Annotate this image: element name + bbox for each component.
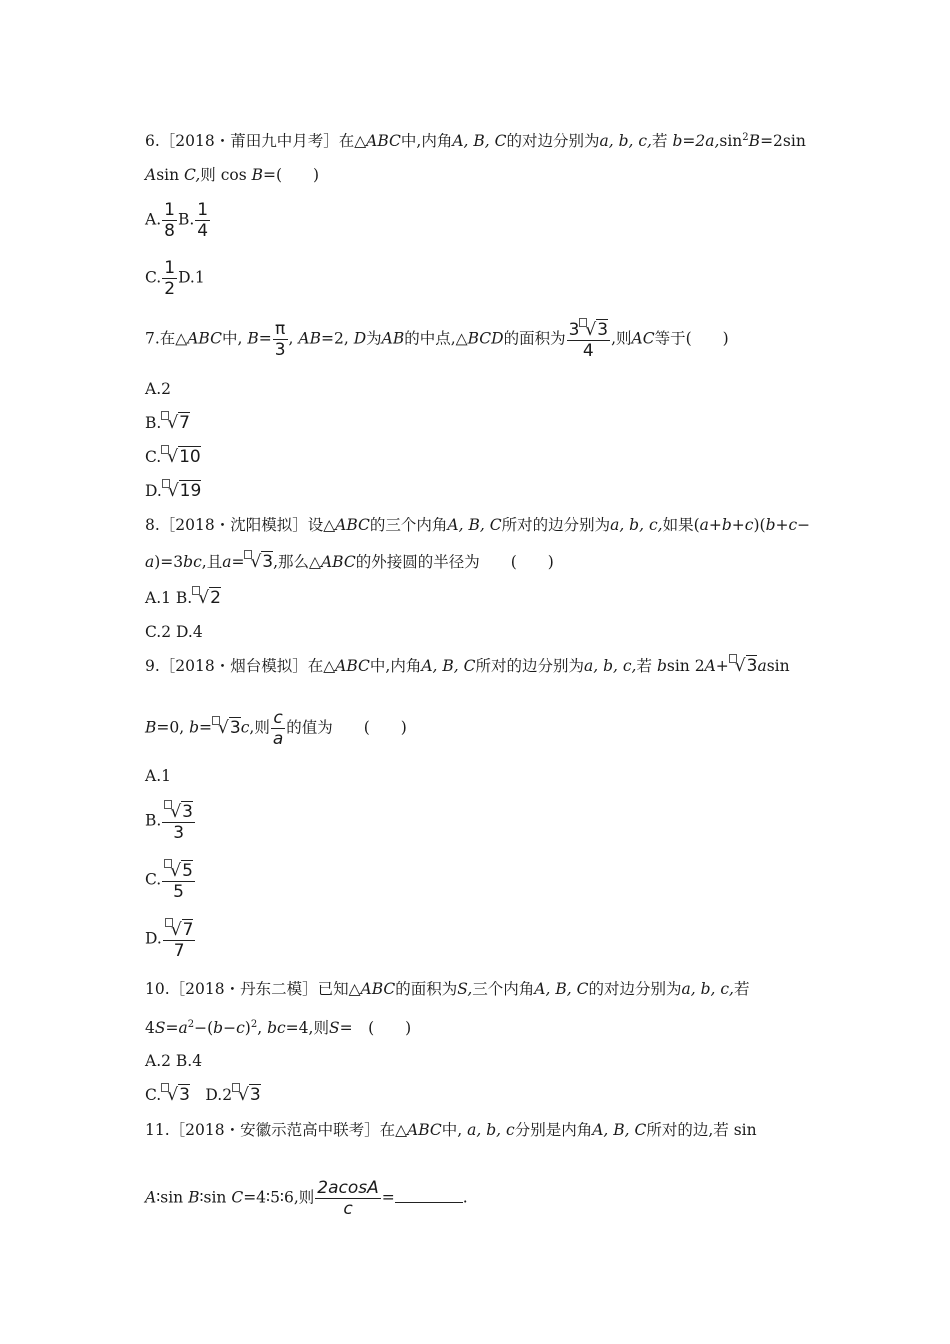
text: 4: [145, 1019, 155, 1038]
option-label: A.2 B.4: [145, 1052, 203, 1070]
placeholder-box-icon: [162, 479, 170, 488]
text: 的面积为: [395, 980, 458, 998]
placeholder-box-icon: [164, 859, 172, 868]
text: b: [656, 657, 667, 675]
text: ABC: [335, 516, 370, 534]
text: 所对的边,若 sin: [646, 1121, 757, 1139]
q11-stem-line1: [145, 1119, 757, 1141]
coefficient: 3: [568, 320, 580, 340]
q9-option-b: [145, 800, 196, 843]
q10-options-ab: [145, 1050, 202, 1072]
text: sin 2: [666, 657, 705, 675]
numerator: [163, 859, 194, 881]
text: =: [165, 1019, 179, 1038]
radical: √10: [161, 447, 200, 467]
text: bc: [183, 553, 202, 571]
text: ,: [288, 329, 299, 348]
q6-stem-line1: [145, 127, 806, 152]
superscript: 2: [742, 132, 749, 143]
text: BCD: [467, 329, 504, 348]
text: 如果(: [662, 516, 700, 534]
text: −(: [194, 1019, 214, 1038]
text: 10.［2018・丹东二模］已知△: [145, 980, 361, 998]
text: 三个内角: [472, 980, 535, 998]
denominator: 5: [162, 881, 195, 902]
text: 的三个内角: [369, 516, 448, 534]
numerator: 1: [164, 200, 175, 220]
radical: √7: [165, 920, 194, 940]
text: ABC: [187, 329, 222, 348]
fraction: [163, 800, 194, 843]
radical: √3: [729, 656, 758, 676]
text: ,则: [611, 329, 632, 348]
text: a: [145, 553, 155, 571]
radicand: 3: [229, 717, 241, 738]
denominator: 4: [567, 340, 611, 361]
text: 11.［2018・安徽示范高中联考］在△: [145, 1121, 408, 1139]
text: a, b, c,: [584, 657, 637, 675]
numerator: c: [273, 708, 283, 728]
text: 所对的边分别为: [501, 516, 611, 534]
option-label: C.: [145, 268, 162, 287]
text: 则 cos: [200, 166, 252, 184]
q10-stem-line1: [145, 978, 749, 1000]
numerator: π: [274, 319, 286, 339]
text: sin: [156, 166, 185, 184]
numerator: 2acosA: [317, 1178, 379, 1198]
placeholder-box-icon: [161, 411, 169, 420]
placeholder-box-icon: [165, 918, 173, 927]
text: c: [240, 718, 250, 737]
placeholder-box-icon: [192, 586, 200, 595]
text: )=3: [154, 553, 184, 571]
text: B: [247, 329, 259, 348]
q10-options-cd: [145, 1083, 261, 1106]
placeholder-box-icon: [212, 716, 220, 725]
text: 等于( ): [654, 329, 729, 348]
text: ABC: [335, 657, 370, 675]
option-label: D.2: [189, 1086, 233, 1104]
text: AC: [631, 329, 655, 348]
q7-option-d: [145, 479, 201, 502]
radicand: 3: [182, 802, 193, 822]
numerator: 1: [197, 200, 209, 220]
text: A: [145, 166, 157, 184]
radical: √2: [192, 588, 221, 608]
answer-blank[interactable]: [395, 1202, 463, 1203]
placeholder-box-icon: [729, 654, 737, 663]
text: A, B, C: [452, 132, 507, 151]
radical: √7: [161, 413, 190, 433]
option-label: A.1: [145, 767, 171, 785]
text: sin: [719, 132, 743, 151]
text: b−c: [213, 1019, 245, 1038]
fraction: [568, 318, 610, 361]
option-label: C.: [145, 1086, 162, 1104]
text: a: [222, 553, 232, 571]
radicand: 10: [179, 447, 201, 467]
radicand: 2: [210, 588, 221, 608]
q8-options-cd: [145, 621, 203, 643]
denominator: 8: [164, 221, 175, 241]
text: 中,: [441, 1121, 468, 1139]
text: S: [154, 1019, 166, 1038]
text: =4,则: [285, 1019, 329, 1038]
placeholder-box-icon: [244, 550, 252, 559]
option-label: C.: [145, 448, 162, 466]
text: ABC: [366, 132, 401, 151]
text: A, B, C: [421, 657, 476, 675]
option-label: C.2 D.4: [145, 623, 203, 641]
q9-option-a: [145, 765, 171, 787]
text: sin: [766, 657, 790, 675]
text: 为: [366, 329, 382, 348]
placeholder-box-icon: [232, 1083, 240, 1092]
text: b: [189, 718, 200, 737]
radical: √3: [164, 802, 193, 822]
text: a, b, c,: [599, 132, 652, 151]
radicand: 3: [262, 552, 274, 572]
q6-stem-line2: [145, 164, 319, 186]
text: AB: [381, 329, 405, 348]
q8-options-ab: [145, 586, 221, 609]
q7-option-b: [145, 411, 190, 434]
option-label: A.2: [145, 380, 171, 398]
denominator: c: [315, 1198, 380, 1219]
placeholder-box-icon: [164, 800, 172, 809]
fraction: [163, 258, 176, 299]
option-label: B.: [177, 210, 195, 229]
text: S: [328, 1019, 340, 1038]
text: D: [353, 329, 367, 348]
text: 7.在△: [145, 329, 188, 348]
radical: √3: [579, 320, 608, 340]
radicand: 3: [597, 320, 609, 340]
radicand: 7: [179, 413, 190, 433]
q9-stem-line1: [145, 654, 790, 677]
text: =: [231, 553, 245, 571]
text: ,则: [249, 718, 270, 737]
text: 8.［2018・沈阳模拟］设△: [145, 516, 336, 534]
superscript: 2: [187, 1019, 195, 1030]
text: a, b, c,: [681, 980, 734, 998]
placeholder-box-icon: [161, 1083, 169, 1092]
denominator: 3: [274, 340, 286, 360]
fraction: [163, 200, 176, 241]
q7-stem: [145, 318, 729, 361]
q7-option-a: [145, 378, 171, 400]
q9-stem-line2: [145, 708, 407, 749]
text: .: [462, 1188, 468, 1207]
text: b=2a,: [672, 132, 720, 151]
text: =4∶5∶6,则: [243, 1188, 315, 1207]
q10-stem-line2: [145, 1014, 411, 1039]
q9-option-c: [145, 859, 196, 902]
text: =: [199, 718, 213, 737]
option-label: D.: [145, 929, 162, 948]
fraction: [163, 859, 194, 902]
q11-stem-line2: [145, 1178, 468, 1219]
placeholder-box-icon: [579, 318, 587, 327]
text: A, B, C: [592, 1121, 647, 1139]
fraction: [272, 708, 284, 749]
text: 所对的边分别为: [475, 657, 584, 675]
denominator: 7: [163, 940, 196, 961]
text: a+b+c: [699, 516, 754, 534]
radical: √3: [244, 552, 273, 572]
numerator: 1: [164, 258, 176, 278]
radicand: 5: [182, 861, 193, 881]
numerator: [568, 318, 610, 340]
option-label: D.: [145, 482, 162, 500]
text: ,且: [201, 553, 223, 571]
text: =( ): [262, 166, 320, 184]
option-label: B.: [145, 811, 162, 830]
text: C,: [184, 166, 201, 184]
text: AB: [298, 329, 321, 348]
text: a: [757, 657, 767, 675]
radicand: 19: [179, 481, 202, 501]
denominator: 4: [197, 221, 209, 241]
text: S,: [457, 980, 473, 998]
denominator: 2: [164, 279, 176, 299]
option-label: A.: [145, 210, 162, 229]
text: a, b, c,: [610, 516, 663, 534]
text: A, B, C: [534, 980, 589, 998]
text: A, B, C: [447, 516, 502, 534]
numerator: [163, 800, 194, 822]
radicand: 3: [746, 656, 758, 676]
q7-option-c: [145, 445, 201, 468]
text: ,那么△: [273, 553, 321, 571]
q9-option-d: [145, 918, 196, 961]
option-label: D.1: [178, 268, 205, 287]
text: =: [381, 1188, 395, 1207]
q6-options-cd: [145, 258, 205, 299]
text: 中,内角: [369, 657, 422, 675]
option-label: B.: [145, 414, 162, 432]
text: 6.［2018・莆田九中月考］在△: [145, 132, 367, 151]
text: )(: [753, 516, 766, 534]
text: 若: [636, 657, 652, 675]
text: ABC: [320, 553, 356, 571]
radicand: 7: [182, 920, 194, 940]
text: 的值为 ( ): [286, 718, 407, 737]
text: ABC: [407, 1121, 442, 1139]
fraction: [274, 319, 287, 360]
text: a: [178, 1019, 188, 1038]
numerator: [164, 918, 195, 940]
fraction: [196, 200, 209, 241]
denominator: 3: [162, 822, 195, 843]
q8-stem-line1: [145, 514, 810, 536]
text: 9.［2018・烟台模拟］在△: [145, 657, 336, 675]
text: ,: [257, 1019, 268, 1038]
text: =: [258, 329, 272, 348]
text: 分别是内角: [514, 1121, 593, 1139]
text: 若: [733, 980, 750, 998]
text: C: [231, 1188, 244, 1207]
text: B: [188, 1188, 200, 1207]
placeholder-box-icon: [161, 445, 169, 454]
denominator: a: [272, 729, 284, 749]
text: 的对边分别为: [588, 980, 682, 998]
text: A: [145, 1188, 157, 1207]
text: bc: [267, 1019, 286, 1038]
fraction: [164, 918, 195, 961]
text: 的对边分别为: [506, 132, 600, 151]
text: =2sin: [760, 132, 806, 151]
superscript: 2: [250, 1019, 258, 1030]
text: A: [704, 657, 716, 675]
text: =0,: [156, 718, 190, 737]
text: =2,: [320, 329, 354, 348]
text: a, b, c: [467, 1121, 515, 1139]
text: 中,内角: [400, 132, 453, 151]
text: = ( ): [339, 1019, 412, 1038]
text: ∶sin: [199, 1188, 232, 1207]
text: 的面积为: [503, 329, 566, 348]
radical: √3: [212, 718, 241, 738]
text: 的外接圆的半径为 ( ): [355, 553, 554, 571]
q6-options-ab: [145, 200, 211, 241]
option-label: C.: [145, 870, 162, 889]
radical: √3: [161, 1085, 190, 1105]
text: B: [748, 132, 761, 151]
text: ): [244, 1019, 251, 1038]
radical: √3: [232, 1085, 261, 1105]
text: ∶sin: [156, 1188, 189, 1207]
option-label: A.1 B.: [145, 589, 193, 607]
text: 的中点,△: [404, 329, 468, 348]
text: +: [715, 657, 729, 675]
text: B: [251, 166, 263, 184]
radicand: 3: [249, 1085, 261, 1105]
q8-stem-line2: [145, 550, 554, 573]
text: 中,: [221, 329, 248, 348]
text: b+c−: [765, 516, 811, 534]
radical: √5: [164, 861, 193, 881]
text: B: [145, 718, 157, 737]
fraction: [316, 1178, 379, 1219]
text: 若: [651, 132, 668, 151]
text: ABC: [360, 980, 396, 998]
radicand: 3: [179, 1085, 190, 1105]
radical: √19: [162, 481, 201, 501]
